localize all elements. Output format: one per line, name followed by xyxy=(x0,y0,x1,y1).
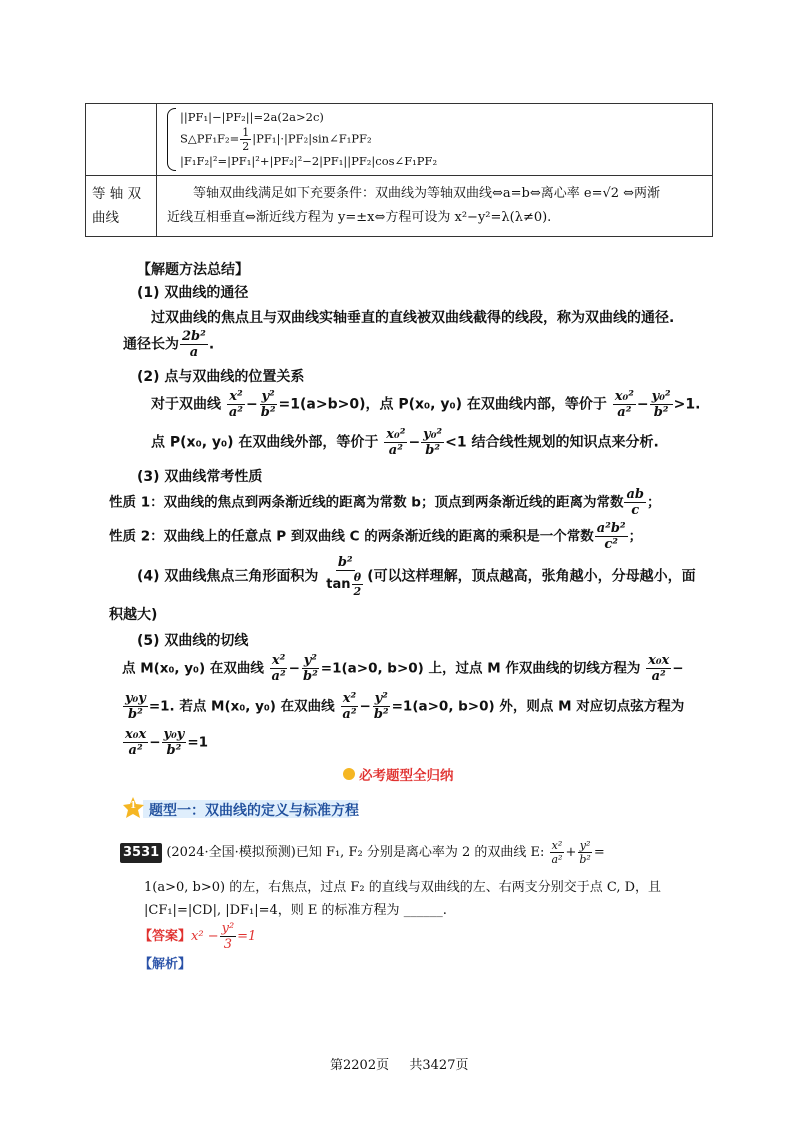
page-footer xyxy=(330,1054,468,1073)
total-pages: 共3427页 xyxy=(409,1058,469,1073)
tangent-line-1: 点 M(x₀, y₀) 在双曲线 $\frac{\text{x²}}{\text{a²}}$ − $\frac{\text{y²}}{\text{b²}}$ =1(a>0, b>0) 上，过点 M 作双曲线的切线方程为 $\frac{\text{x₀x}}{\text{a²}}$ − xyxy=(122,653,684,684)
section-1-text: 过双曲线的焦点且与双曲线实轴垂直的直线被双曲线截得的线段，称为双曲线的通径. xyxy=(151,310,675,326)
brace-symbol xyxy=(167,108,176,171)
type-1-heading xyxy=(123,795,363,823)
equation-2: S△PF₁F₂= $\frac{1}{2}$ |PF₁|·|PF₂|sin∠F₁PF₂ xyxy=(180,126,372,153)
row-label xyxy=(86,104,157,176)
section-3-title: (3) 双曲线常考性质 xyxy=(137,469,263,485)
property-1: 性质 1：双曲线的焦点到两条渐近线的距离为常数 b；顶点到两条渐近线的距离为常数 $\frac{ab}{c}$ ； xyxy=(109,487,661,518)
definition-cell xyxy=(157,104,713,176)
page-number: 第2202页 xyxy=(330,1058,390,1073)
answer: 【答案】x² − $\frac{\text{y²}}{3}$ =1 xyxy=(139,921,257,952)
table-row xyxy=(86,176,713,237)
must-know-banner: 必考题型全归纳 xyxy=(343,764,454,784)
section-2-inside: 对于双曲线 $\frac{\text{x²}}{\text{a²}}$ − $\frac{\text{y²}}{\text{b²}}$ =1(a>b>0)，点 P(x₀, y₀) 在双曲线内部，等价于 $\frac{\text{x₀²}}{\text{a²}}$ − $\frac{\text{y₀²}}{\text{b²}}$ >1. xyxy=(151,389,701,420)
problem-line-2: 1(a>0, b>0) 的左，右焦点，过点 F₂ 的直线与双曲线的左、右两支分别交于点 C, D，且 xyxy=(144,880,662,895)
problem-line-3: |CF₁|=|CD|, |DF₁|=4，则 E 的标准方程为 ______. xyxy=(144,903,447,918)
section-4-cont: 积越大) xyxy=(109,607,158,623)
problem-line-1: 3531 (2024·全国·模拟预测)已知 F₁, F₂ 分别是离心率为 2 的双曲线 E: $\frac{\text{x²}}{\text{a²}}$ + $\frac{\text{y²}}{\text{b²}}$ = xyxy=(120,840,605,865)
section-1-latus: 通径长为 $\frac{\text{2b²}}{a}$ . xyxy=(123,329,215,360)
tangent-line-3: $\frac{\text{x₀x}}{\text{a²}}$ − $\frac{\text{y₀y}}{\text{b²}}$ =1 xyxy=(125,727,209,758)
problem-id-badge: 3531 xyxy=(120,843,162,863)
type-number: 1 xyxy=(130,801,137,811)
table-row xyxy=(86,104,713,176)
analysis-label: 【解析】 xyxy=(139,957,192,972)
tangent-line-2: $\frac{\text{y₀y}}{\text{b²}}$ =1. 若点 M(x₀, y₀) 在双曲线 $\frac{\text{x²}}{\text{a²}}$ − $\frac{\text{y²}}{\text{b²}}$ =1(a>0, b>0) 外，则点 M 对应切点弦方程为 xyxy=(125,691,685,722)
section-4: (4) 双曲线焦点三角形面积为 b² tan $\frac{\theta}{2}$ (可以这样理解，顶点越高，张角越小，分母越小，面 xyxy=(137,555,696,598)
property-table xyxy=(85,103,713,237)
equilateral-hyperbola-text: 等轴双曲线满足如下充要条件：双曲线为等轴双曲线⇔a=b⇔离心率 e=√2 ⇔两渐 近线互相垂直⇔渐近线方程为 y=±x⇔方程可设为 x²−y²=λ(λ≠0). xyxy=(157,176,713,237)
section-2-title: (2) 点与双曲线的位置关系 xyxy=(137,369,305,385)
type-title: 题型一：双曲线的定义与标准方程 xyxy=(149,803,359,819)
equation-3: |F₁F₂|²=|PF₁|²+|PF₂|²−2|PF₁||PF₂|cos∠F₁PF₂ xyxy=(180,154,438,168)
row-label: 等 轴 双 曲线 xyxy=(86,176,157,237)
section-1-title: (1) 双曲线的通径 xyxy=(137,285,249,301)
section-2-outside: 点 P(x₀, y₀) 在双曲线外部，等价于 $\frac{\text{x₀²}}{\text{a²}}$ − $\frac{\text{y₀²}}{\text{b²}}$ <1 结合线性规划的知识点来分析. xyxy=(151,427,659,458)
lightbulb-icon xyxy=(343,768,355,780)
property-2: 性质 2：双曲线上的任意点 P 到双曲线 C 的两条渐近线的距离的乘积是一个常数 $\frac{\text{a²b²}}{\text{c²}}$ ； xyxy=(109,521,643,552)
summary-heading: 【解题方法总结】 xyxy=(137,262,249,278)
section-5-title: (5) 双曲线的切线 xyxy=(137,633,249,649)
equation-1: ||PF₁|−|PF₂||=2a(2a>2c) xyxy=(180,110,324,124)
